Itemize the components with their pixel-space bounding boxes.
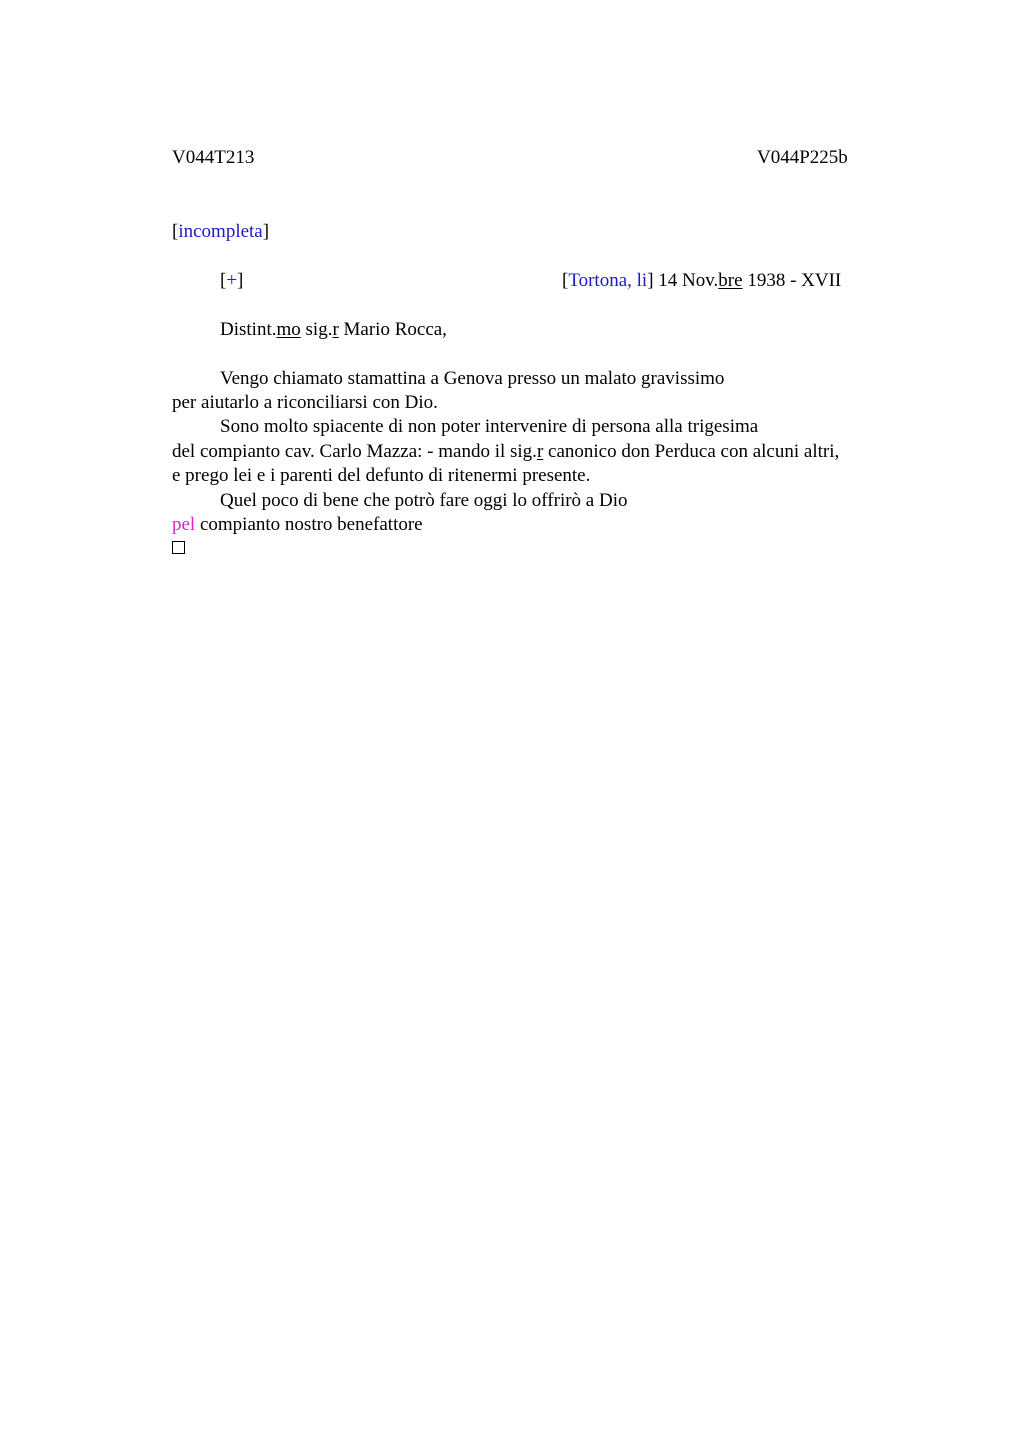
bracket-open: [: [220, 270, 227, 291]
date-abbreviation: bre: [718, 270, 743, 291]
body-line: Quel poco di bene che potrò fare oggi lo offrirò a Dio: [220, 490, 628, 511]
status-label: incompleta: [178, 221, 263, 242]
salutation-abbreviation: r: [332, 319, 339, 340]
bracket-open: [: [172, 221, 179, 242]
cross-mark: [220, 269, 243, 293]
cross-icon: +: [226, 270, 238, 291]
body-text: del compianto cav. Carlo Mazza: - mando il sig.: [172, 441, 537, 462]
bracket-close: ]: [262, 221, 270, 242]
body-line: e prego lei e i parenti del defunto di ritenermi presente.: [172, 465, 591, 486]
body-abbreviation: r: [536, 441, 544, 462]
body-line: [172, 513, 423, 537]
salutation: [220, 318, 447, 342]
variant-word: pel: [172, 514, 196, 535]
salutation-text: Mario Rocca,: [338, 319, 447, 340]
document-code-left: V044T213: [172, 147, 255, 168]
body-line: per aiutarlo a riconciliarsi con Dio.: [172, 392, 438, 413]
body-line: Sono molto spiacente di non poter intervenire di persona alla trigesima: [220, 416, 759, 437]
place-name: Tortona, li: [568, 270, 648, 291]
date-year: 1938 - XVII: [742, 270, 842, 291]
empty-square-icon: [172, 541, 185, 554]
bracket-close: ]: [237, 270, 244, 291]
bracket-close: ]: [647, 270, 654, 291]
dateline: [562, 269, 841, 293]
bracket-open: [: [562, 270, 569, 291]
document-code-right: V044P225b: [757, 147, 848, 168]
body-text: canonico don Perduca con alcuni altri,: [543, 441, 840, 462]
body-line: Vengo chiamato stamattina a Genova presso un malato gravissimo: [220, 368, 725, 389]
salutation-abbreviation: mo: [276, 319, 301, 340]
end-marker: [172, 537, 185, 561]
completeness-status: [172, 220, 269, 244]
body-text: compianto nostro benefattore: [195, 514, 423, 535]
body-line: [172, 440, 839, 464]
salutation-text: Distint.: [220, 319, 277, 340]
salutation-text: sig.: [300, 319, 333, 340]
date-text: 14 Nov.: [653, 270, 719, 291]
